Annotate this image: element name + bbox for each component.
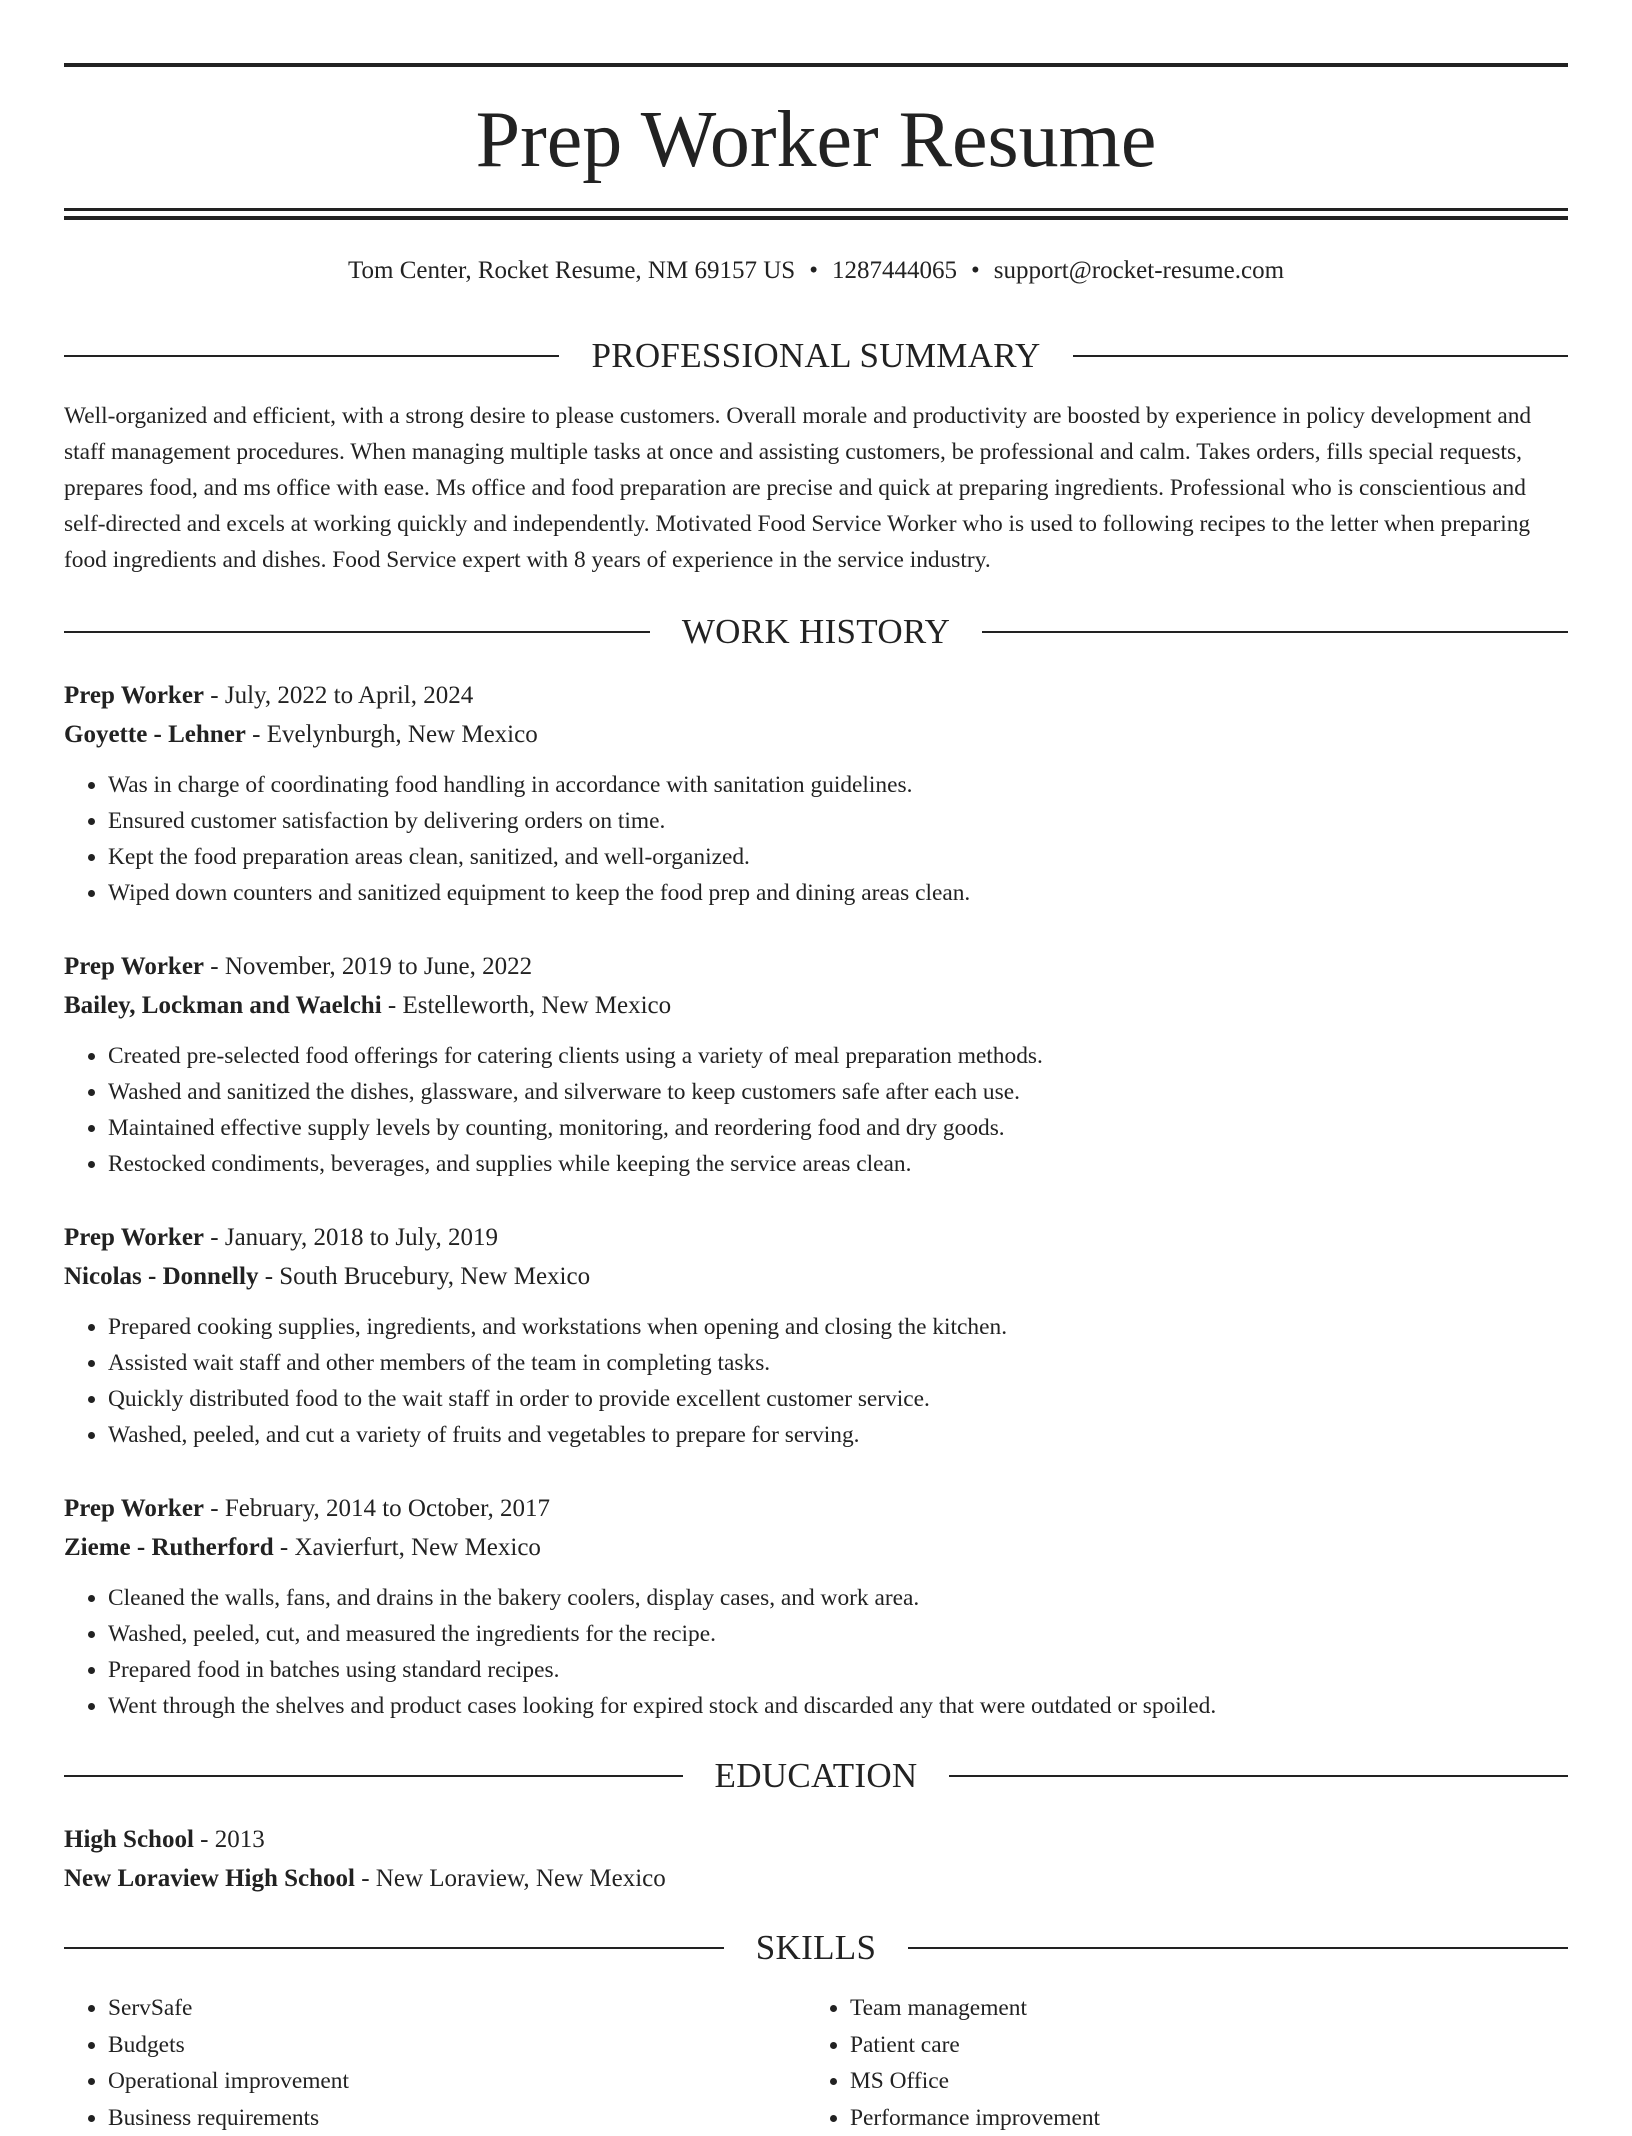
- heading-rule-right: [908, 1947, 1568, 1949]
- job-title: Prep Worker: [64, 682, 204, 709]
- skill-item: • Business requirements: [108, 2100, 806, 2136]
- skills-list-left: [64, 1990, 806, 2136]
- section-heading-label: SKILLS: [724, 1926, 908, 1970]
- skills-list-right: [806, 1990, 1548, 2136]
- heading-rule-left: [64, 631, 650, 633]
- job-duty-item: • Prepared food in batches using standard recipes.: [108, 1652, 1568, 1688]
- skill-item: • MS Office: [850, 2063, 1548, 2100]
- job-duties-list: [64, 1038, 1568, 1182]
- job-title: Prep Worker: [64, 953, 204, 980]
- job-duty-item: • Prepared cooking supplies, ingredients, and workstations when opening and closing the kitchen.: [108, 1309, 1568, 1345]
- skill-item: • Performance improvement: [850, 2100, 1548, 2136]
- job-company-line: [64, 715, 1568, 754]
- job-duty-item: • Went through the shelves and product cases looking for expired stock and discarded any that were outdated or spoiled.: [108, 1688, 1568, 1724]
- job-title-line: [64, 947, 1568, 986]
- contact-address: Tom Center, Rocket Resume, NM 69157 US: [348, 257, 795, 284]
- job-title-line: [64, 1489, 1568, 1528]
- resume-title: Prep Worker Resume: [64, 92, 1568, 188]
- heading-rule-left: [64, 355, 559, 357]
- job-duty-item: • Quickly distributed food to the wait staff in order to provide excellent customer service.: [108, 1381, 1568, 1417]
- contact-line: [64, 255, 1568, 287]
- section-heading-label: PROFESSIONAL SUMMARY: [559, 334, 1072, 378]
- job-dates: - February, 2014 to October, 2017: [204, 1495, 550, 1522]
- job-duty-item: • Assisted wait staff and other members of the team in completing tasks.: [108, 1345, 1568, 1381]
- header-double-rule-lower: [64, 216, 1568, 220]
- summary-text: Well-organized and efficient, with a strong desire to please customers. Overall morale and productivity are boosted by experience in policy development and staff management procedures. When managing multiple tasks at once and assisting customers, be professional and calm. Takes orders, fills special requests, prepares food, and ms office with ease. Ms office and food preparation are precise and quick at preparing ingredients. Professional who is conscientious and self-directed and excels at working quickly and independently. Motivated Food Service Worker who is used to following recipes to the letter when preparing food ingredients and dishes. Food Service expert with 8 years of experience in the service industry.: [64, 398, 1568, 578]
- job-company-line: [64, 986, 1568, 1025]
- heading-rule-right: [1073, 355, 1568, 357]
- skill-item: • Team management: [850, 1990, 1548, 2027]
- skill-item: • ServSafe: [108, 1990, 806, 2027]
- job-title-line: [64, 676, 1568, 715]
- section-heading-label: EDUCATION: [683, 1754, 950, 1798]
- skill-item: • Budgets: [108, 2027, 806, 2064]
- header-double-rule-upper: [64, 208, 1568, 211]
- job-duty-item: • Maintained effective supply levels by counting, monitoring, and reordering food and dry goods.: [108, 1110, 1568, 1146]
- job-duty-item: • Cleaned the walls, fans, and drains in the bakery coolers, display cases, and work area.: [108, 1580, 1568, 1616]
- section-heading-skills: [64, 1926, 1568, 1970]
- contact-separator: •: [971, 255, 980, 287]
- job-dates: - January, 2018 to July, 2019: [204, 1224, 498, 1251]
- heading-rule-right: [982, 631, 1568, 633]
- job-entry: [64, 1218, 1568, 1453]
- job-duty-item: • Washed, peeled, cut, and measured the ingredients for the recipe.: [108, 1616, 1568, 1652]
- header-top-rule: [64, 63, 1568, 67]
- skill-item: • Patient care: [850, 2027, 1548, 2064]
- job-company: Goyette - Lehner: [64, 721, 246, 748]
- job-location: - Estelleworth, New Mexico: [382, 992, 672, 1019]
- job-dates: - November, 2019 to June, 2022: [204, 953, 532, 980]
- job-title: Prep Worker: [64, 1495, 204, 1522]
- job-duty-item: • Restocked condiments, beverages, and supplies while keeping the service areas clean.: [108, 1146, 1568, 1182]
- heading-rule-left: [64, 1775, 683, 1777]
- section-heading-label: WORK HISTORY: [650, 610, 982, 654]
- contact-email: support@rocket-resume.com: [994, 257, 1284, 284]
- education-degree-line: [64, 1820, 1568, 1859]
- job-duties-list: [64, 1309, 1568, 1453]
- contact-separator: •: [809, 255, 818, 287]
- job-title: Prep Worker: [64, 1224, 204, 1251]
- education-school-line: [64, 1859, 1568, 1898]
- job-duty-item: • Ensured customer satisfaction by delivering orders on time.: [108, 803, 1568, 839]
- job-duty-item: • Kept the food preparation areas clean, sanitized, and well-organized.: [108, 839, 1568, 875]
- job-location: - South Brucebury, New Mexico: [258, 1263, 590, 1290]
- skills-columns: [64, 1990, 1568, 2136]
- job-title-line: [64, 1218, 1568, 1257]
- job-entry: [64, 1489, 1568, 1724]
- section-heading-summary: [64, 334, 1568, 378]
- section-heading-education: [64, 1754, 1568, 1798]
- job-duties-list: [64, 1580, 1568, 1724]
- job-company: Zieme - Rutherford: [64, 1534, 274, 1561]
- job-duties-list: [64, 767, 1568, 911]
- education-school: New Loraview High School: [64, 1865, 355, 1892]
- job-company: Bailey, Lockman and Waelchi: [64, 992, 382, 1019]
- job-duty-item: • Washed, peeled, and cut a variety of fruits and vegetables to prepare for serving.: [108, 1417, 1568, 1453]
- job-duty-item: • Was in charge of coordinating food handling in accordance with sanitation guidelines.: [108, 767, 1568, 803]
- job-company-line: [64, 1257, 1568, 1296]
- job-location: - Xavierfurt, New Mexico: [274, 1534, 541, 1561]
- job-duty-item: • Washed and sanitized the dishes, glassware, and silverware to keep customers safe after each use.: [108, 1074, 1568, 1110]
- job-company: Nicolas - Donnelly: [64, 1263, 258, 1290]
- skill-item: • Operational improvement: [108, 2063, 806, 2100]
- section-heading-work-history: [64, 610, 1568, 654]
- education-degree: High School: [64, 1826, 194, 1853]
- job-entry: [64, 947, 1568, 1182]
- job-entry: [64, 676, 1568, 911]
- job-duty-item: • Wiped down counters and sanitized equipment to keep the food prep and dining areas clean.: [108, 875, 1568, 911]
- job-company-line: [64, 1528, 1568, 1567]
- job-duty-item: • Created pre-selected food offerings for catering clients using a variety of meal preparation methods.: [108, 1038, 1568, 1074]
- contact-phone: 1287444065: [832, 257, 957, 284]
- education-year: - 2013: [194, 1826, 265, 1853]
- job-dates: - July, 2022 to April, 2024: [204, 682, 473, 709]
- education-location: - New Loraview, New Mexico: [355, 1865, 666, 1892]
- heading-rule-right: [949, 1775, 1568, 1777]
- education-entry: [64, 1820, 1568, 1898]
- heading-rule-left: [64, 1947, 724, 1949]
- job-location: - Evelynburgh, New Mexico: [246, 721, 538, 748]
